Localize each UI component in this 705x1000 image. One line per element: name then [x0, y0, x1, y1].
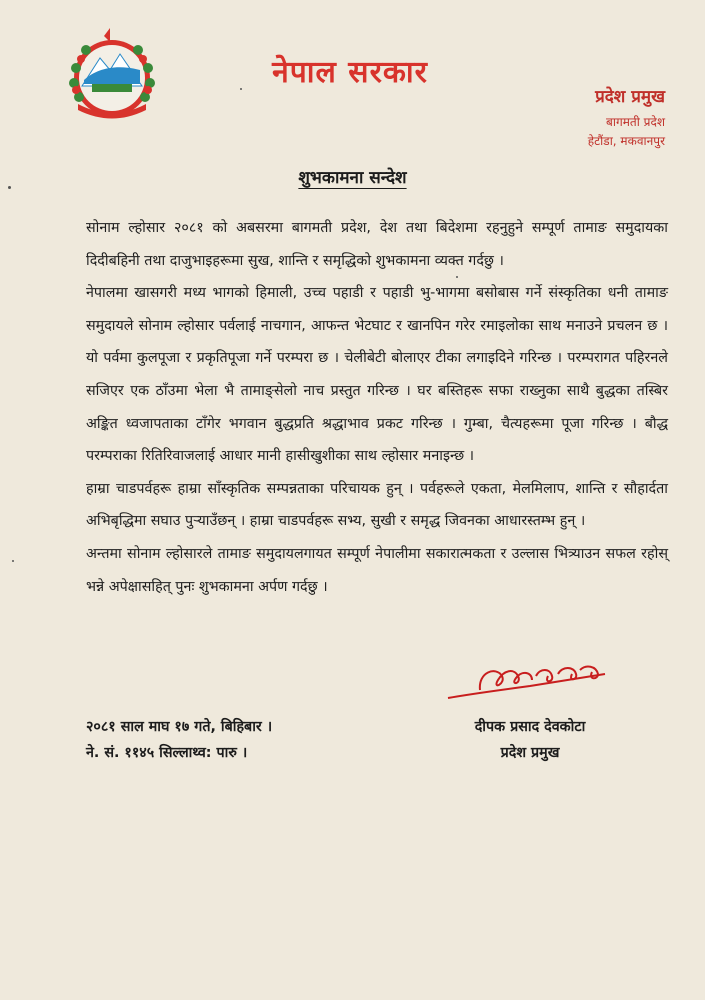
- government-title: नेपाल सरकार: [272, 55, 428, 90]
- office-block: [495, 84, 665, 151]
- signatory-title: प्रदेश प्रमुख: [500, 745, 560, 761]
- paper-speck: [456, 276, 458, 278]
- nepal-emblem-icon: [62, 28, 162, 124]
- date-line-2: ने. सं. ११४५ सिल्लाथ्व: पारु ।: [86, 745, 248, 761]
- office-province: बागमती प्रदेश: [605, 115, 665, 129]
- office-title: प्रदेश प्रमुख: [595, 87, 665, 107]
- signatory-block: [440, 714, 620, 766]
- paper-speck: [12, 560, 14, 562]
- signatory-name: दीपक प्रसाद देवकोटा: [474, 719, 586, 735]
- paper-speck: [240, 88, 242, 90]
- paragraph-1: सोनाम ल्होसार २०८१ को अबसरमा बागमती प्रदेश, देश तथा बिदेशमा रहनुहुने सम्पूर्ण तामाङ समुदायका दिदीबहिनी तथा दाजुभाइहरूमा सुख, शान्ति र समृद्धिको शुभकामना व्यक्त गर्दछु ।: [86, 220, 668, 269]
- heading-text: शुभकामना सन्देश: [298, 168, 407, 188]
- office-address: हेटौंडा, मकवानपुर: [587, 134, 665, 148]
- paragraph-2: नेपालमा खासगरी मध्य भागको हिमाली, उच्च पहाडी र पहाडी भु-भागमा बसोबास गर्ने संस्कृतिका धनी तामाङ समुदायले सोनाम ल्होसार पर्वलाई नाचगान, आफन्त भेटघाट र खानपिन गरेर रमाइलोका साथ मनाउने प्रचलन छ । यो पर्वमा कुलपूजा र प्रकृतिपूजा गर्ने परम्परा छ । चेलीबेटी बोलाएर टीका लगाइदिने गरिन्छ । परम्परागत पहिरनले सजिएर एक ठाँउमा भेला भै तामाङ्सेलो नाच प्रस्तुत गरिन्छ । घर बस्तिहरू सफा राख्नुका साथै बुद्धका तस्बिर अङ्कित ध्वजापताका टाँगेर भगवान बुद्धप्रति श्रद्धाभाव प्रकट गरिन्छ । गुम्बा, चैत्यहरूमा पूजा गरिन्छ । बौद्ध परम्पराका रितिरिवाजलाई आधार मानी हासीखुशीका साथ ल्होसार मनाइन्छ ।: [86, 285, 668, 465]
- letter-body: [86, 212, 668, 603]
- date-line-1: २०८१ साल माघ १७ गते, बिहिबार ।: [86, 719, 273, 735]
- letter-heading: [0, 165, 705, 188]
- date-block: [86, 714, 272, 766]
- paragraph-4: अन्तमा सोनाम ल्होसारले तामाङ समुदायलगायत सम्पूर्ण नेपालीमा सकारात्मकता र उल्लास भित्र्याउन सफल रहोस् भन्ने अपेक्षासहित् पुनः शुभकामना अर्पण गर्दछु ।: [86, 545, 668, 595]
- paper-speck: [8, 186, 11, 189]
- paragraph-3: हाम्रा चाडपर्वहरू हाम्रा साँस्कृतिक सम्पन्नताका परिचायक हुन् । पर्वहरूले एकता, मेलमिलाप, शान्ति र सौहार्दता अभिबृद्धिमा सघाउ पुर्‍याउँछन् । हाम्रा चाडपर्वहरू सभ्य, सुखी र समृद्ध जिवनका आधारस्तम्भ हुन् ।: [86, 480, 668, 530]
- handwritten-signature: [440, 650, 610, 710]
